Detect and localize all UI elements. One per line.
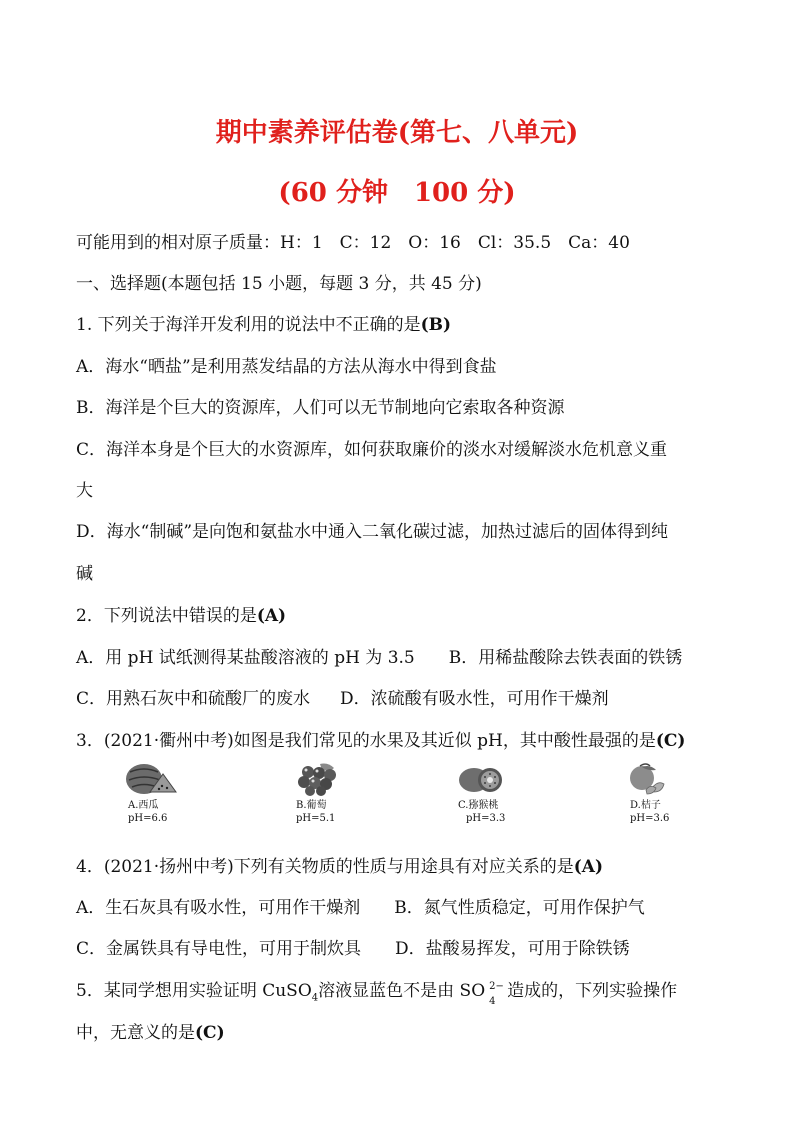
ion-charge: 2− — [489, 980, 504, 992]
answer-label: (A) — [256, 606, 287, 626]
page-title: 期中素养评估卷(第七、八单元) — [215, 118, 579, 148]
kiwi-icon — [454, 762, 510, 796]
question-stem: 中，无意义的是 — [76, 1023, 195, 1043]
answer-label: (A) — [573, 857, 604, 877]
option-a: A．用 pH 试纸测得某盐酸溶液的 pH 为 3.5 — [76, 648, 415, 668]
fruit-ph: pH=6.6 — [128, 813, 168, 824]
question-stem: 4．(2021·扬州中考)下列有关物质的性质与用途具有对应关系的是 — [76, 857, 574, 877]
watermelon-icon — [124, 762, 180, 796]
fruit-name: C.猕猴桃 — [458, 800, 499, 811]
option-a: A．生石灰具有吸水性，可用作干燥剂 — [76, 898, 361, 918]
grape-icon — [290, 762, 346, 796]
question-stem: 2．下列说法中错误的是 — [76, 606, 257, 626]
option-c-cont: 大 — [76, 481, 93, 501]
option-b: B．用稀盐酸除去铁表面的铁锈 — [448, 648, 683, 668]
fruit-ph: pH=5.1 — [296, 813, 336, 824]
fruit-ph: pH=3.6 — [630, 813, 670, 824]
ion-subscript: 4 — [489, 995, 496, 1007]
answer-label: (C) — [655, 731, 686, 751]
fruit-item-d — [620, 762, 710, 842]
options-ab — [76, 897, 645, 919]
question-stem-mid: 溶液显蓝色不是由 SO — [318, 981, 486, 1001]
question-2 — [76, 605, 286, 627]
fruit-item-b — [290, 762, 380, 842]
option-d-cont: 碱 — [76, 564, 93, 584]
question-4 — [76, 856, 603, 878]
fruit-item-c — [454, 762, 544, 842]
options-ab — [76, 647, 682, 669]
question-stem-end: 造成的，下列实验操作 — [507, 981, 678, 1001]
question-5 — [76, 980, 677, 1009]
option-a: A．海水“晒盐”是利用蒸发结晶的方法从海水中得到食盐 — [76, 357, 497, 377]
question-stem: 1. 下列关于海洋开发利用的说法中不正确的是 — [76, 315, 421, 335]
section-heading: 一、选择题(本题包括 15 小题，每题 3 分，共 45 分) — [76, 274, 482, 294]
option-c: C．用熟石灰中和硫酸厂的废水 — [76, 689, 311, 709]
subscript: 4 — [311, 992, 319, 1004]
question-stem: 3．(2021·衢州中考)如图是我们常见的水果及其近似 pH，其中酸性最强的是 — [76, 731, 656, 751]
option-d: D．浓硫酸有吸水性，可用作干燥剂 — [340, 689, 609, 709]
fruit-name: D.桔子 — [630, 800, 661, 811]
option-b: B．海洋是个巨大的资源库，人们可以无节制地向它索取各种资源 — [76, 398, 565, 418]
question-5-cont — [76, 1022, 225, 1044]
option-c: C．海洋本身是个巨大的水资源库，如何获取廉价的淡水对缓解淡水危机意义重 — [76, 440, 668, 460]
options-cd — [76, 938, 630, 960]
page-subtitle: (60 分钟 100 分) — [278, 178, 516, 208]
options-cd — [76, 688, 609, 710]
orange-icon — [620, 762, 676, 796]
option-c: C．金属铁具有导电性，可用于制炊具 — [76, 939, 362, 959]
fruit-figure — [114, 762, 694, 842]
answer-label: (C) — [195, 1023, 225, 1043]
fruit-item-a — [124, 762, 214, 842]
fruit-name: B.葡萄 — [296, 800, 327, 811]
question-1 — [76, 314, 451, 336]
atomic-masses: 可能用到的相对原子质量：H：1 C：12 O：16 Cl：35.5 Ca：40 — [76, 233, 630, 253]
option-b: B．氮气性质稳定，可用作保护气 — [394, 898, 645, 918]
fruit-ph: pH=3.3 — [466, 813, 506, 824]
option-d: D．海水“制碱”是向饱和氨盐水中通入二氧化碳过滤，加热过滤后的固体得到纯 — [76, 522, 669, 542]
sulfate-ion-notation — [485, 980, 507, 1007]
question-stem: 5．某同学想用实验证明 CuSO — [76, 981, 312, 1001]
option-d: D．盐酸易挥发，可用于除铁锈 — [395, 939, 630, 959]
question-3 — [76, 730, 685, 752]
fruit-name: A.西瓜 — [128, 800, 159, 811]
answer-label: (B) — [420, 315, 452, 335]
